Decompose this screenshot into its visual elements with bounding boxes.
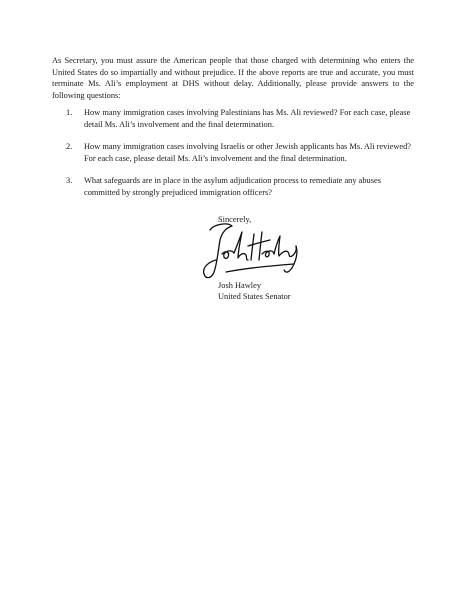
- question-text: What safeguards are in place in the asylum adjudication process to remediate any abuses committed by strongly prejudiced immigration officers?: [84, 176, 381, 197]
- question-number: 3.: [66, 176, 73, 186]
- questions-list: [66, 107, 416, 210]
- question-number: 1.: [66, 108, 73, 117]
- intro-paragraph: As Secretary, you must assure the American people that those charged with determining who enters the United States do so impartially and without prejudice. If the above reports are true and accurate, you must terminate Ms. Ali’s employment at DHS without delay. Additionally, please provide answers to the following questions:: [52, 56, 414, 100]
- signer-name: Josh Hawley: [218, 281, 262, 290]
- question-item: [66, 175, 416, 198]
- question-item: [66, 141, 416, 164]
- question-text: How many immigration cases involving Palestinians has Ms. Ali reviewed? For each case, please detail Ms. Ali’s involvement and the final determination.: [84, 108, 411, 129]
- question-text: How many immigration cases involving Israelis or other Jewish applicants has Ms. Ali reviewed? For each case, please detail Ms. Ali’s involvement and the final determination.: [84, 142, 412, 163]
- handwritten-signature: [196, 220, 306, 285]
- question-item: [66, 107, 416, 130]
- closing-salutation: Sincerely,: [218, 215, 252, 224]
- signer-title: United States Senator: [218, 292, 291, 301]
- question-number: 2.: [66, 142, 73, 152]
